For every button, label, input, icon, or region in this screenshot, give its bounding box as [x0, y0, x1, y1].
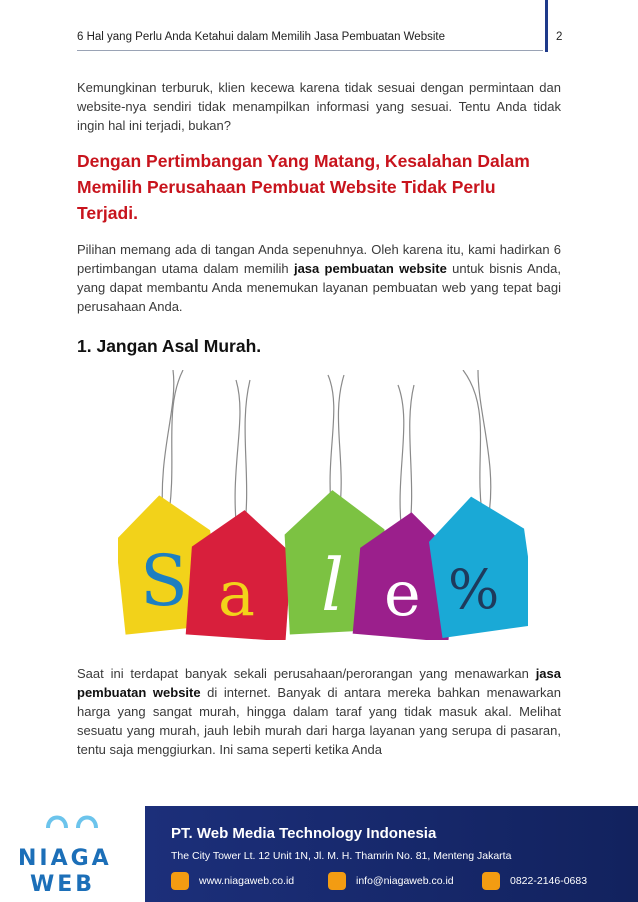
logo-text-web: WEB: [30, 872, 96, 897]
section-heading: 1. Jangan Asal Murah.: [77, 336, 262, 356]
logo-text-niaga: NIAGA: [18, 846, 112, 871]
price-paragraph: [77, 664, 561, 759]
page-header: [0, 0, 638, 60]
globe-icon: [171, 872, 189, 890]
tag-letter: %: [448, 558, 500, 621]
company-name: PT. Web Media Technology Indonesia: [171, 825, 437, 842]
header-divider: [77, 50, 543, 51]
keyword-bold: jasa pembuatan website: [77, 666, 561, 700]
website-link[interactable]: www.niagaweb.co.id: [199, 875, 295, 887]
paragraph-text: Pilihan memang ada di tangan Anda sepenuhnya. Oleh karena itu, kami hadirkan 6 pertimbangan utama dalam memilih: [77, 242, 561, 276]
niagaweb-logo: [0, 806, 145, 902]
page-footer: [0, 806, 638, 902]
paragraph-text: untuk bisnis Anda, yang dapat membantu Anda menemukan layanan pembuatan web yang tepat bagi perusahaan Anda.: [77, 261, 561, 314]
document-title: 6 Hal yang Perlu Anda Ketahui dalam Memilih Jasa Pembuatan Website: [77, 31, 445, 43]
phone-number[interactable]: 0822-2146-0683: [510, 875, 588, 887]
intro-paragraph: Kemungkinan terburuk, klien kecewa karena tidak sesuai dengan permintaan dan website-nya sendiri tidak menampilkan informasi yang sesuai. Tentu Anda tidak ingin hal ini terjadi, bukan?: [77, 80, 561, 133]
tag-letter: e: [384, 557, 421, 630]
company-address: The City Tower Lt. 12 Unit 1N, Jl. M. H. Thamrin No. 81, Menteng Jakarta: [171, 850, 512, 862]
tag-letter: l: [321, 543, 345, 627]
tag-letter: a: [218, 557, 255, 630]
page-number: 2: [556, 31, 563, 43]
selection-paragraph: [77, 240, 561, 316]
paragraph-text: Saat ini terdapat banyak sekali perusahaan/perorangan yang menawarkan: [77, 666, 536, 681]
tag-letter: S: [140, 540, 188, 622]
phone-icon: [482, 872, 500, 890]
keyword-bold: jasa pembuatan website: [293, 261, 447, 276]
sale-tags-image: [118, 370, 528, 640]
paragraph-text: di internet. Banyak di antara mereka bahkan menawarkan harga yang sangat murah, hingga dalam taraf yang tidak masuk akal. Melihat sesuatu yang murah, jauh lebih murah dari harga layanan yang serupa di pasaran, tentu saja menggiurkan. Ini sama seperti ketika Anda: [77, 685, 562, 757]
email-link[interactable]: info@niagaweb.co.id: [356, 875, 454, 887]
main-heading: Dengan Pertimbangan Yang Matang, Kesalahan Dalam Memilih Perusahaan Pembuat Website Tidak Perlu Terjadi.: [77, 151, 530, 223]
header-vertical-rule: [545, 0, 548, 52]
envelope-icon: [328, 872, 346, 890]
